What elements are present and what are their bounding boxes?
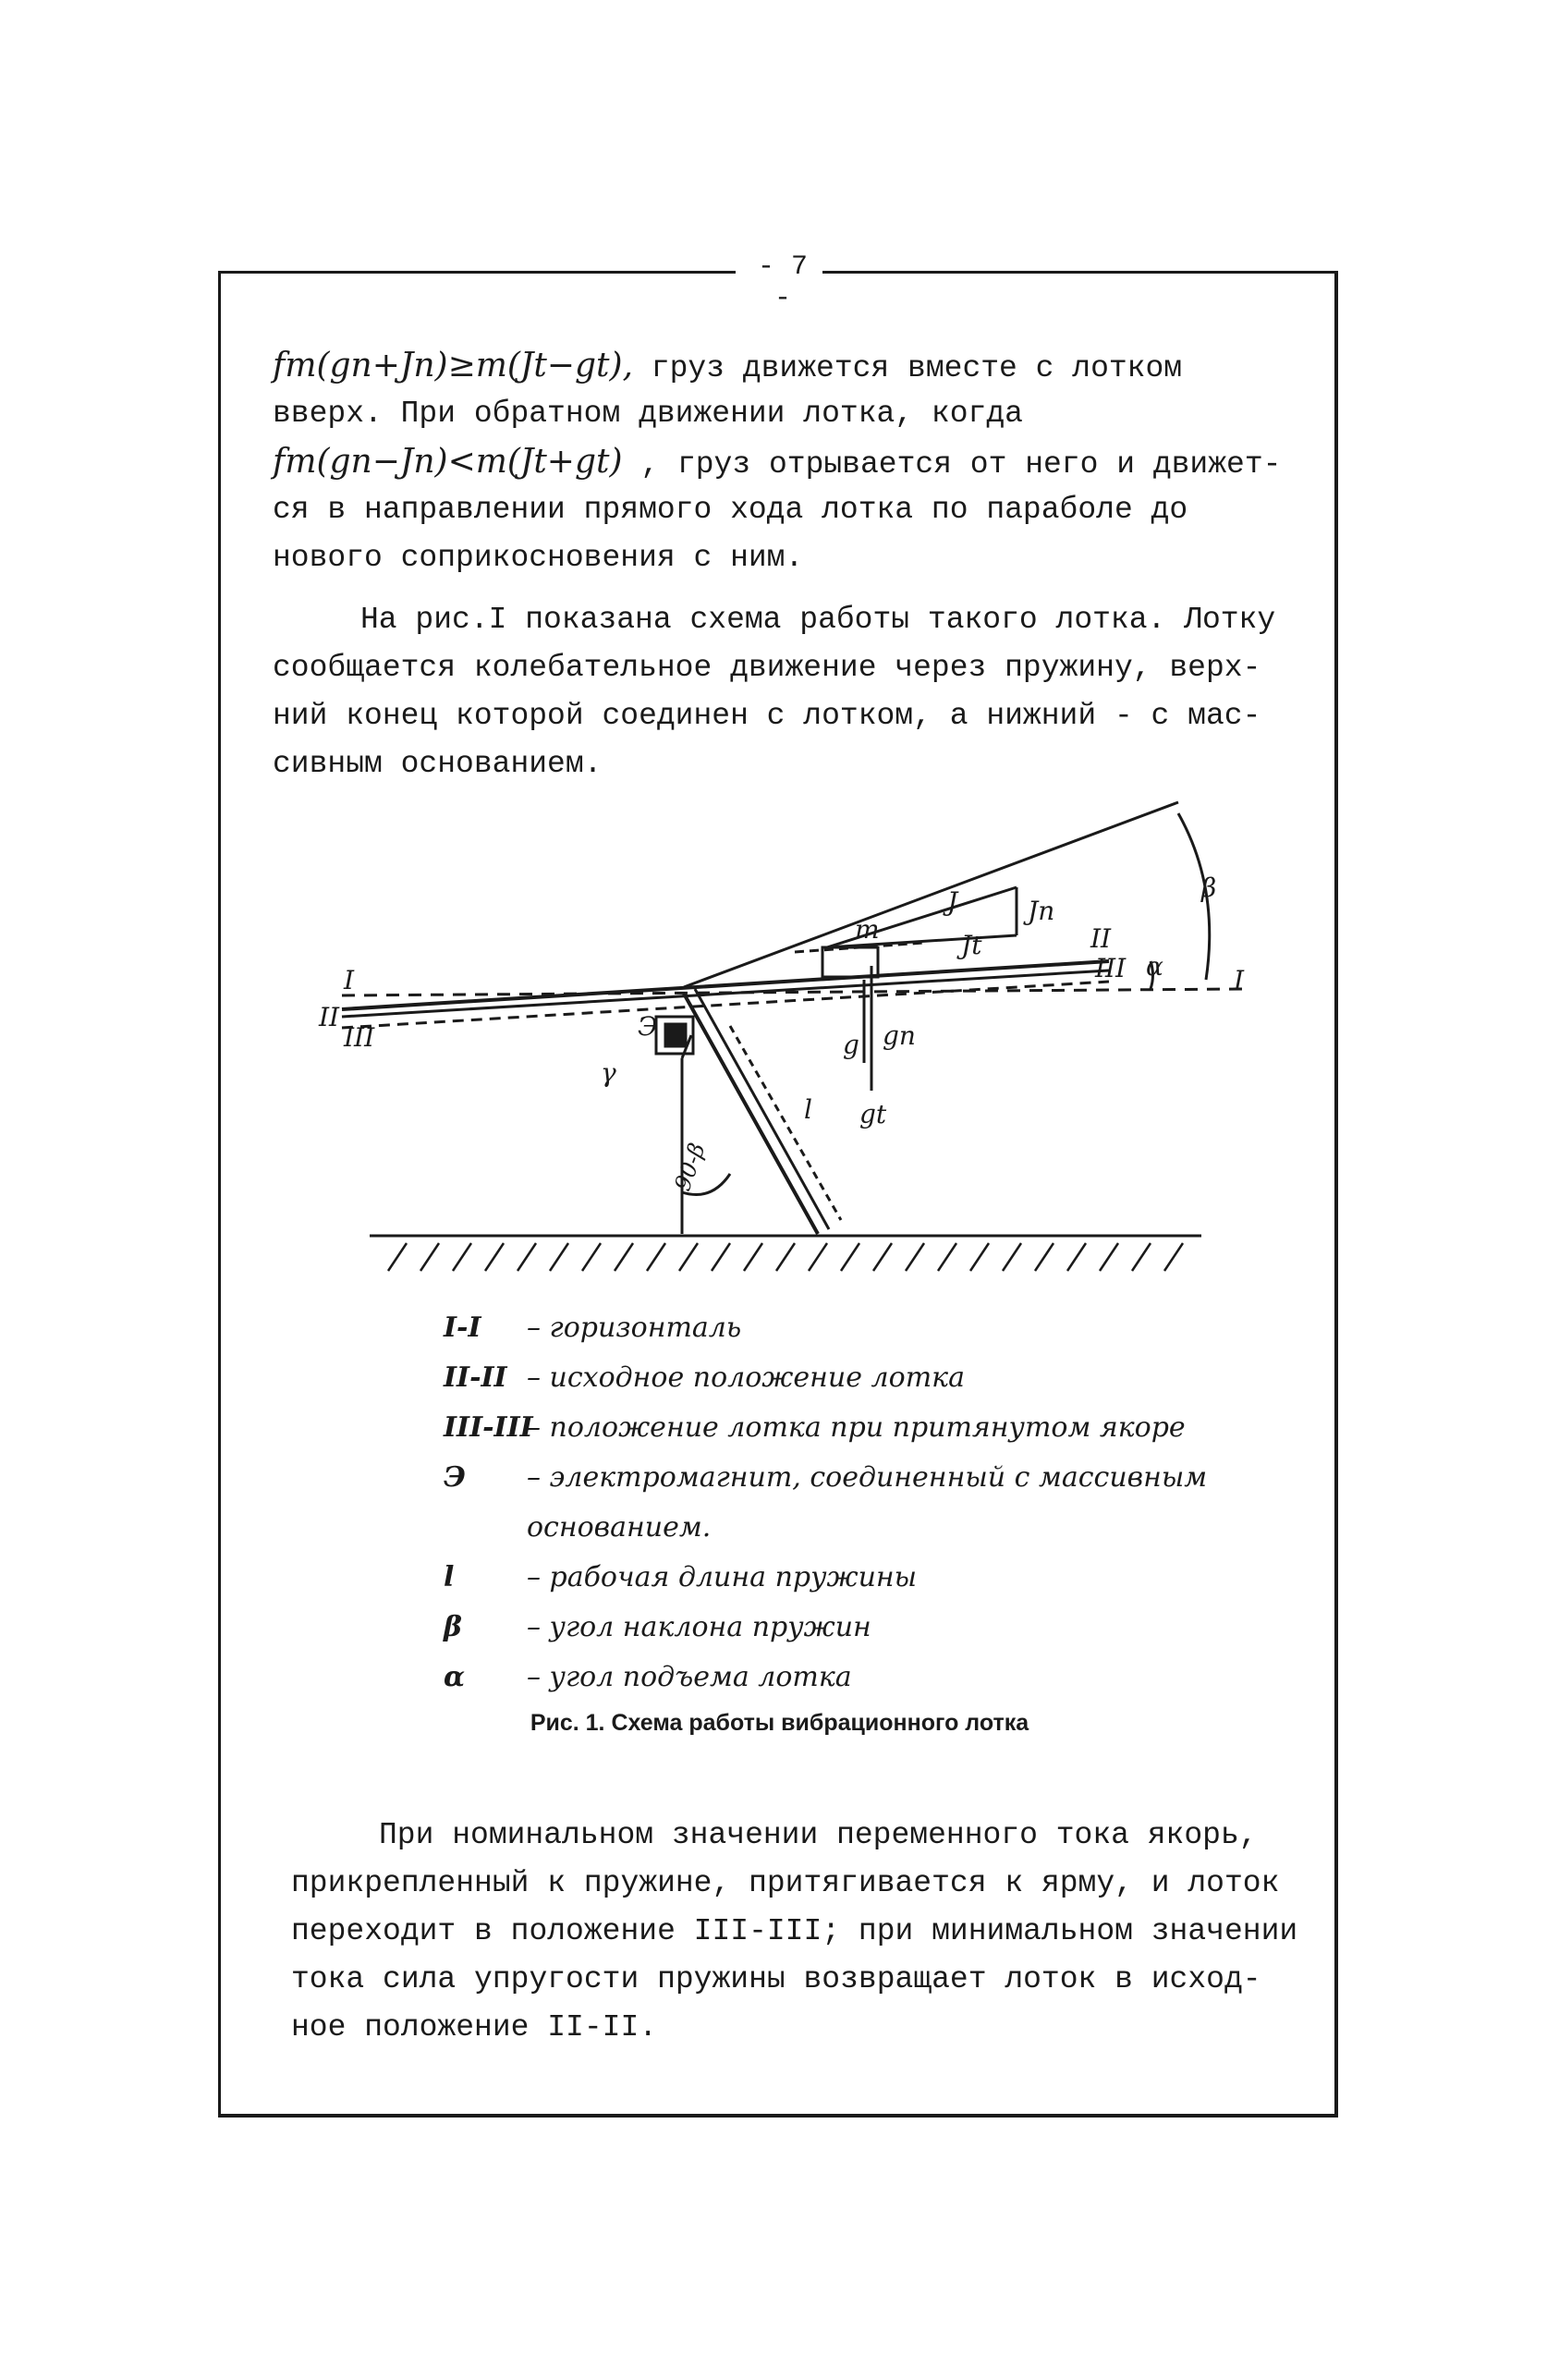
length-l-dimension <box>730 1026 841 1220</box>
legend-text: основанием. <box>527 1511 712 1544</box>
label-Jt: Jt <box>961 930 982 960</box>
label-II-right: II <box>1090 923 1112 954</box>
label-gamma: γ <box>601 1057 616 1088</box>
formula-1: fm(gn+Jn)≥m(Jt−gt), <box>273 347 633 384</box>
spring-line <box>684 994 818 1234</box>
label-J: J <box>947 886 958 917</box>
legend-row-6 <box>444 1553 1207 1603</box>
label-90-beta: 90-β <box>669 1140 711 1195</box>
ground-hatching <box>388 1243 1183 1271</box>
page-number: - 7 - <box>750 251 815 314</box>
legend-row-7 <box>444 1603 1207 1653</box>
legend-text: – электромагнит, соединенный с массивным <box>527 1461 1208 1494</box>
text-segment: груз движется вместе с лотком <box>632 351 1183 385</box>
legend-text: – рабочая длина пружины <box>527 1561 918 1593</box>
paragraph-3 <box>291 1812 1297 2052</box>
legend-symbol: II-II <box>444 1361 507 1394</box>
paragraph-3-line-1: При номинальном значении переменного тока якорь, <box>379 1818 1258 1852</box>
paragraph-2-line-3: ний конец которой соединен с лотком, а нижний - с мас- <box>273 699 1261 733</box>
label-m: m <box>855 914 880 945</box>
tray-line-III <box>342 982 1109 1028</box>
label-E: Э <box>638 1011 658 1042</box>
paragraph-2-line-4: сивным основанием. <box>273 747 603 781</box>
legend-symbol: III-III <box>444 1411 533 1444</box>
legend-row-4 <box>444 1453 1207 1503</box>
legend-row-1 <box>444 1303 1207 1353</box>
paragraph-3-line-2: прикрепленный к пружине, притягивается к ярму, и лоток <box>291 1866 1280 1900</box>
label-gn: gn <box>883 1020 916 1051</box>
legend-row-3 <box>444 1403 1207 1453</box>
legend-symbol: Э <box>444 1461 466 1494</box>
label-III-right: III <box>1095 953 1127 983</box>
text-segment: , груз отрывается от него и движет- <box>622 447 1282 482</box>
formula-2: fm(gn−Jn)<m(Jt+gt) <box>273 443 623 481</box>
paragraph-2-line-2: сообщается колебательное движение через пружину, верх- <box>273 651 1261 685</box>
legend-row-8 <box>444 1653 1207 1703</box>
label-I-right: I <box>1234 965 1245 995</box>
paragraph-1-line-4: ся в направлении прямого хода лотка по параболе до <box>273 493 1188 527</box>
paragraph-1-line-2: вверх. При обратном движении лотка, когда <box>273 397 1023 431</box>
label-III-left: III <box>344 1022 375 1053</box>
paragraph-2-line-1: На рис.I показана схема работы такого лотка. Лотку <box>360 603 1276 637</box>
legend-row-2 <box>444 1353 1207 1403</box>
paragraph-1-line-5: нового соприкосновения с ним. <box>273 541 804 575</box>
paragraph-3-line-5: ное положение II-II. <box>291 2010 658 2044</box>
label-II-left: II <box>319 1002 340 1032</box>
diagram-legend <box>444 1303 1207 1703</box>
figure-caption: Рис. 1. Схема работы вибрационного лотка <box>530 1710 1029 1736</box>
legend-text: – угол наклона пружин <box>527 1611 871 1643</box>
label-g: g <box>843 1030 859 1060</box>
legend-symbol: l <box>444 1561 455 1593</box>
paragraph-3-line-3: переходит в положение III-III; при минимальном значении <box>291 1914 1298 1948</box>
label-gt: gt <box>859 1099 887 1129</box>
legend-symbol: I-I <box>444 1312 481 1344</box>
label-Jn: Jn <box>1028 896 1055 926</box>
label-beta: β <box>1201 873 1217 903</box>
label-I-left: I <box>344 965 355 995</box>
legend-text: – угол подъема лотка <box>527 1661 852 1693</box>
electromagnet-core <box>665 1024 686 1046</box>
legend-symbol: α <box>444 1661 466 1693</box>
legend-text: – исходное положение лотка <box>527 1361 965 1394</box>
label-l: l <box>804 1094 812 1125</box>
paragraph-3-line-4: тока сила упругости пружины возвращает лоток в исход- <box>291 1962 1261 1996</box>
legend-row-5 <box>444 1503 1207 1553</box>
tray-line-II <box>342 961 1109 1009</box>
legend-text: – горизонталь <box>527 1312 742 1344</box>
legend-symbol: β <box>444 1611 462 1643</box>
load-box <box>822 947 878 977</box>
legend-text: – положение лотка при притянутом якоре <box>527 1411 1186 1444</box>
label-alpha: α <box>1146 951 1163 982</box>
